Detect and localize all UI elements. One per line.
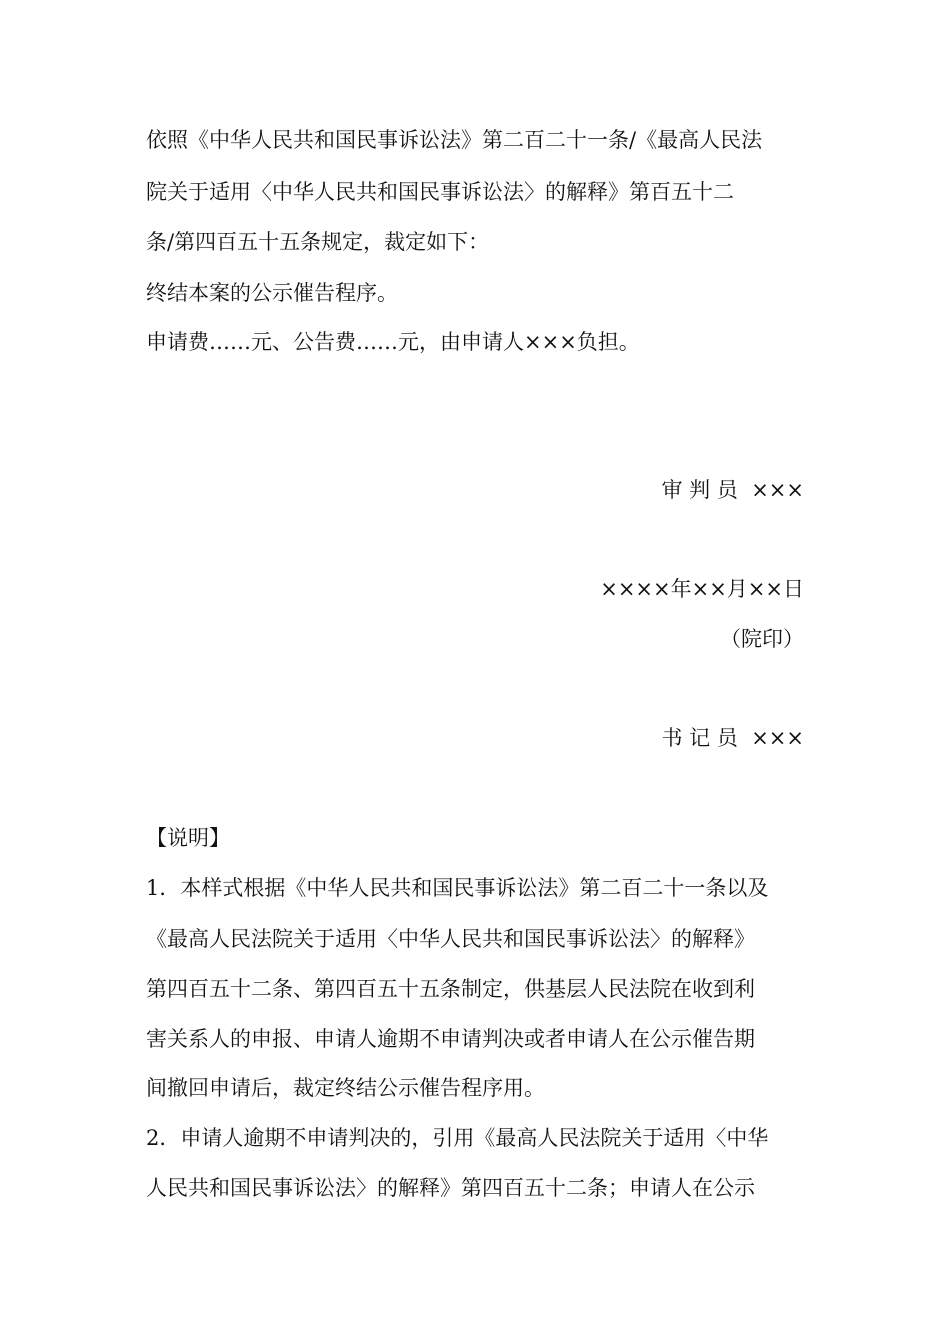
note-line-4: 害关系人的申报、申请人逾期不申请判决或者申请人在公示催告期 (146, 1027, 755, 1051)
ruling-line-3: 条/第四百五十五条规定，裁定如下： (146, 230, 490, 254)
ruling-line-2: 院关于适用〈中华人民共和国民事诉讼法〉的解释》第百五十二 (146, 180, 734, 204)
note-line-1: 1．本样式根据《中华人民共和国民事诉讼法》第二百二十一条以及 (146, 876, 769, 900)
clerk-signature: 书 记 员 ××× (661, 726, 804, 750)
ruling-date: ××××年××月××日 (600, 577, 804, 601)
ruling-line-1: 依照《中华人民共和国民事诉讼法》第二百二十一条/《最高人民法 (146, 128, 763, 152)
note-line-2: 《最高人民法院关于适用〈中华人民共和国民事诉讼法〉的解释》 (146, 927, 755, 951)
notes-heading: 【说明】 (146, 826, 230, 850)
ruling-decision: 终结本案的公示催告程序。 (146, 281, 398, 305)
note-line-6: 2．申请人逾期不申请判决的，引用《最高人民法院关于适用〈中华 (146, 1126, 769, 1150)
judge-signature: 审 判 员 ××× (661, 478, 804, 502)
note-line-7: 人民共和国民事诉讼法〉的解释》第四百五十二条；申请人在公示 (146, 1176, 755, 1200)
note-line-5: 间撤回申请后，裁定终结公示催告程序用。 (146, 1076, 545, 1100)
court-seal: （院印） (720, 627, 804, 651)
ruling-fees: 申请费……元、公告费……元，由申请人×××负担。 (146, 330, 640, 354)
note-line-3: 第四百五十二条、第四百五十五条制定，供基层人民法院在收到利 (146, 977, 755, 1001)
